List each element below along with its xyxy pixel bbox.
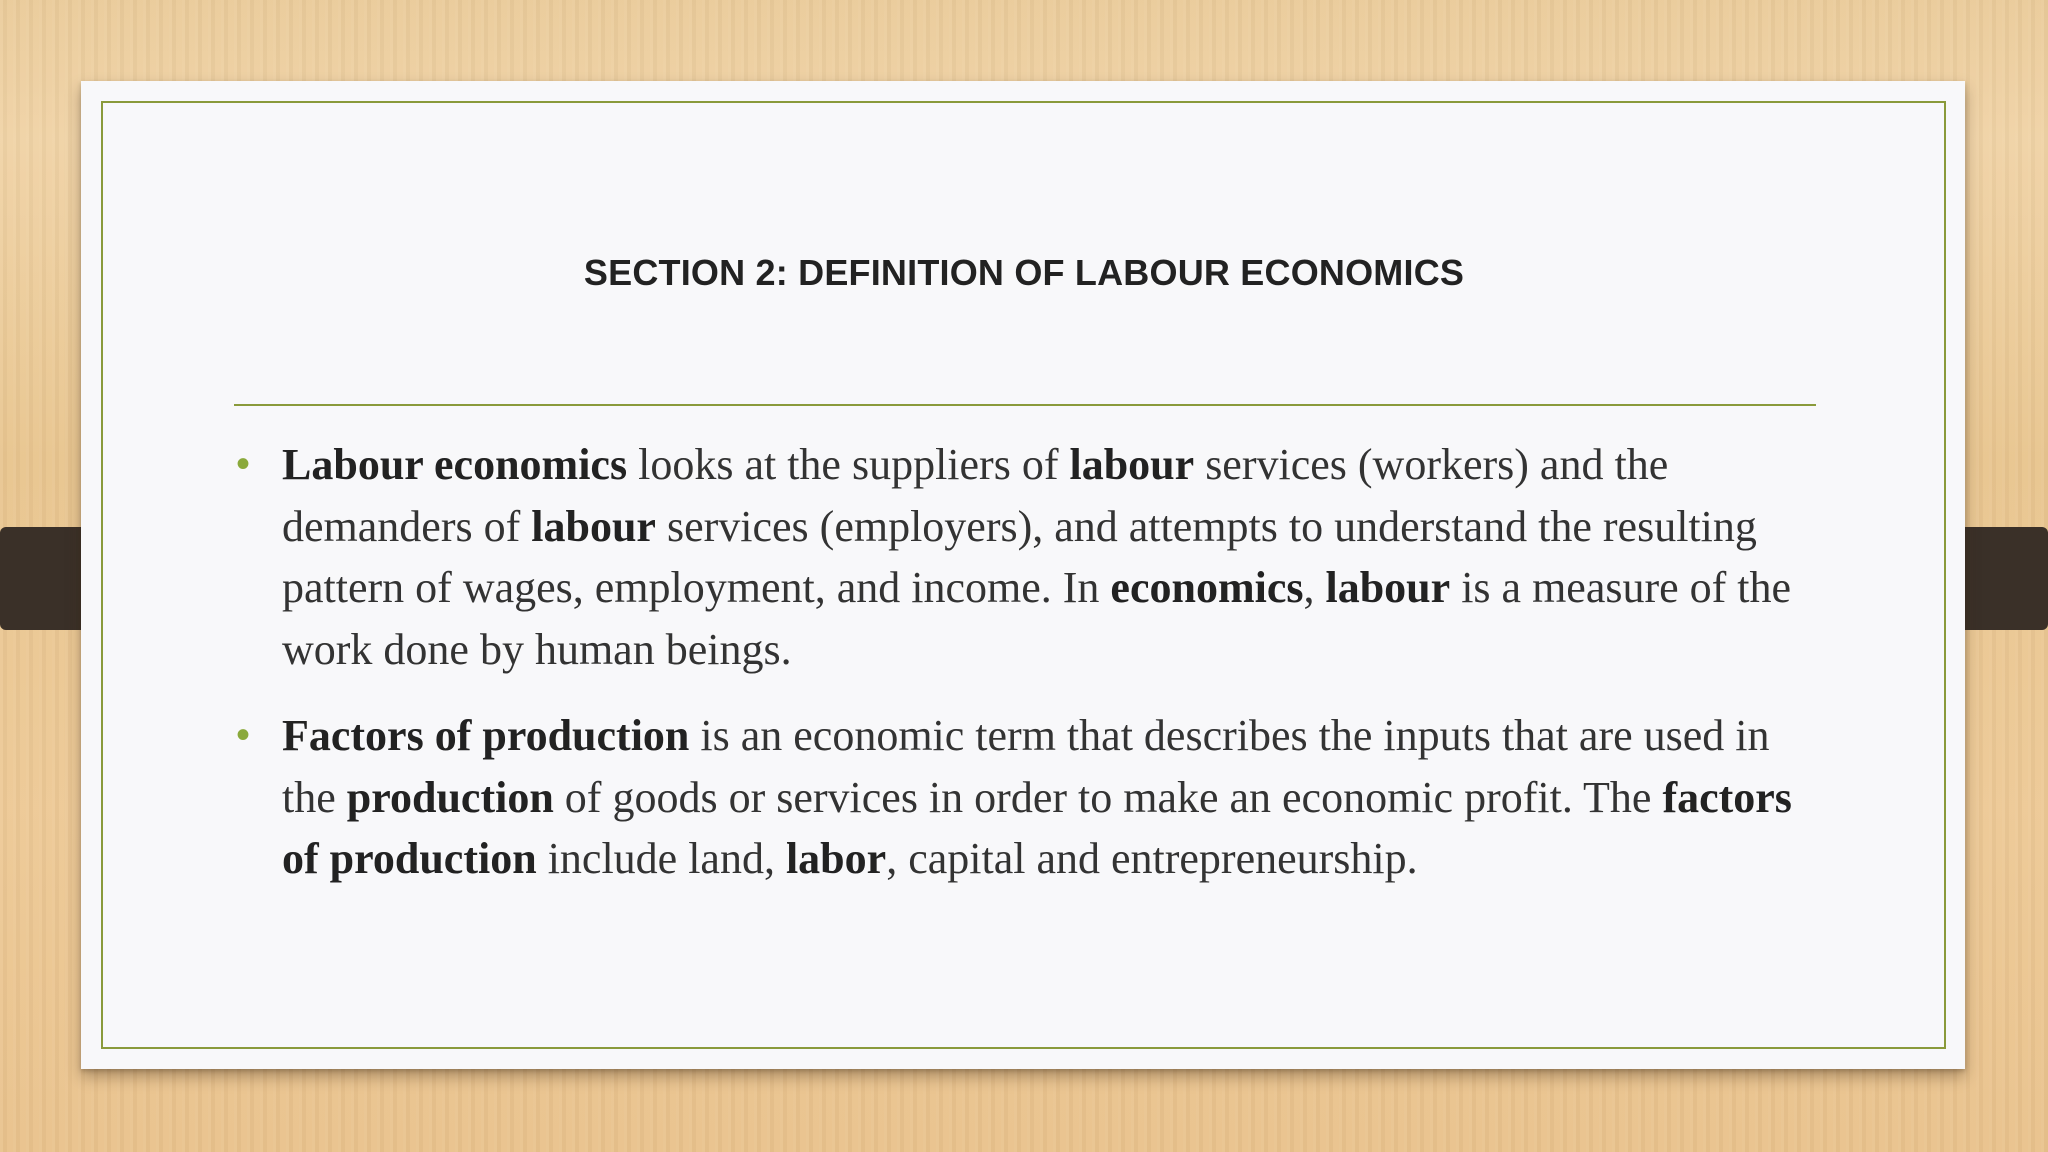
bullet-list: [234, 434, 1824, 915]
seg-0-9: is a measure of the work done by human beings.: [282, 563, 1792, 674]
bullet-item-factors-of-production: [234, 705, 1824, 890]
slide-title: SECTION 2: DEFINITION OF LABOUR ECONOMICS: [583, 252, 1465, 293]
seg-0-3: services (workers) and the demanders of: [282, 440, 1669, 551]
bullet-dot-icon: •: [236, 713, 251, 757]
seg-0-0: Labour economics: [282, 440, 628, 489]
seg-0-8: labour: [1325, 563, 1451, 612]
seg-1-0: Factors of production: [282, 711, 690, 760]
seg-1-7: , capital and entrepreneurship.: [886, 834, 1418, 883]
seg-1-5: include land,: [536, 834, 786, 883]
seg-1-2: production: [346, 772, 554, 822]
seg-0-7: ,: [1303, 563, 1326, 612]
title-divider: [234, 404, 1816, 406]
seg-0-6: economics: [1110, 563, 1304, 612]
seg-1-4: factors of production: [282, 772, 1792, 883]
seg-1-3: of goods or services in order to make an economic profit. The: [553, 772, 1663, 822]
seg-1-1: is an economic term that describes the inputs that are used in the: [282, 711, 1770, 822]
seg-1-6: labor: [785, 834, 887, 883]
bullet-item-labour-economics: [234, 434, 1824, 680]
bullet-dot-icon: •: [236, 442, 251, 486]
seg-0-5: services (employers), and attempts to understand the resulting pattern of wages, employment, and income. In: [282, 501, 1757, 612]
seg-0-2: labour: [1069, 440, 1195, 489]
seg-0-1: looks at the suppliers of: [627, 440, 1070, 489]
seg-0-4: labour: [531, 501, 656, 551]
